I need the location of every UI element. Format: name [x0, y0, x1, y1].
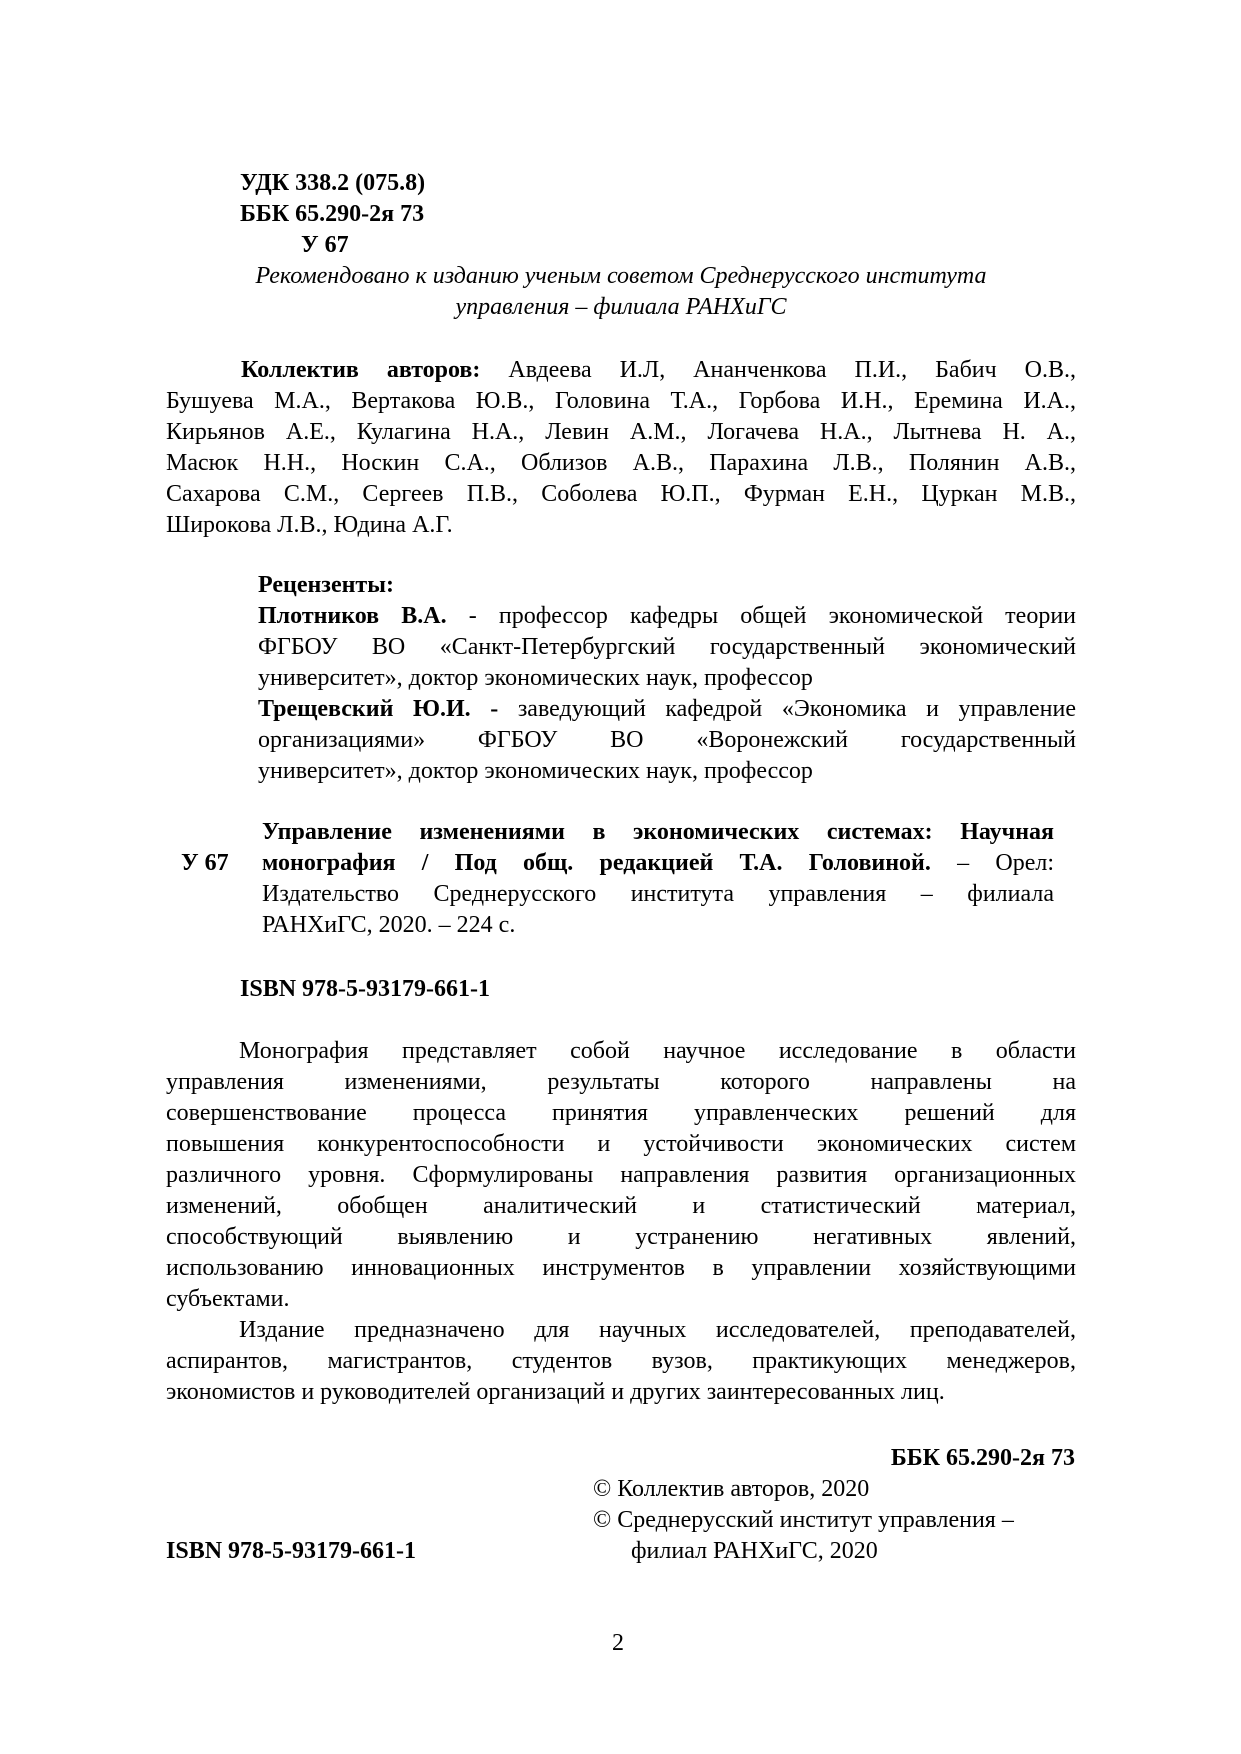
abstract-p2-line-2: аспирантов, магистрантов, студентов вузов, практикующих менеджеров,: [166, 1348, 1076, 1374]
authors-label: Коллектив авторов:: [241, 357, 481, 383]
authors-line-1: Коллектив авторов: Авдеева И.Л, Ананченкова П.И., Бабич О.В.,: [241, 357, 1076, 383]
reviewer-1-line-2: ФГБОУ ВО «Санкт-Петербургский государственный экономический: [258, 634, 1076, 660]
author-mark: У 67: [301, 232, 349, 258]
abstract-p1-line-9: субъектами.: [166, 1286, 290, 1312]
reviewer-1-name: Плотников В.А.: [258, 603, 447, 629]
reviewer-1-line-3: университет», доктор экономических наук, профессор: [258, 665, 813, 691]
abstract-p1-line-4: повышения конкурентоспособности и устойчивости экономических систем: [166, 1131, 1076, 1157]
authors-line-2: Бушуева М.А., Вертакова Ю.В., Головина Т.А., Горбова И.Н., Еремина И.А.,: [166, 388, 1076, 414]
abstract-p1-line-8: использованию инновационных инструментов в управлении хозяйствующими: [166, 1255, 1076, 1281]
authors-line-3: Кирьянов А.Е., Кулагина Н.А., Левин А.М., Логачева Н.А., Лытнева Н. А.,: [166, 419, 1076, 445]
citation-code: У 67: [181, 850, 229, 876]
isbn-main: ISBN 978-5-93179-661-1: [240, 976, 490, 1002]
authors-line-6: Широкова Л.В., Юдина А.Г.: [166, 512, 453, 538]
abstract-p1-line-2: управления изменениями, результаты которого направлены на: [166, 1069, 1076, 1095]
page-number: 2: [612, 1630, 624, 1656]
reviewer-2-name: Трещевский Ю.И. -: [258, 696, 499, 722]
abstract-p1-line-5: различного уровня. Сформулированы направления развития организационных: [166, 1162, 1076, 1188]
footer-bbk: ББК 65.290-2я 73: [890, 1445, 1075, 1471]
reviewer-2-line-1: Трещевский Ю.И. - заведующий кафедрой «Экономика и управление: [258, 696, 1076, 722]
reviewers-label: Рецензенты:: [258, 572, 394, 598]
abstract-p2-line-3: экономистов и руководителей организаций и других заинтересованных лиц.: [166, 1379, 945, 1405]
citation-line-3: Издательство Среднерусского института управления – филиала: [262, 881, 1054, 907]
bbk-code: ББК 65.290-2я 73: [240, 201, 425, 227]
footer-isbn: ISBN 978-5-93179-661-1: [166, 1538, 416, 1564]
abstract-p1-line-7: способствующий выявлению и устранению негативных явлений,: [166, 1224, 1076, 1250]
citation-title-line-2: монография / Под общ. редакцией Т.А. Головиной.: [262, 850, 931, 876]
reviewer-2-line-3: университет», доктор экономических наук, профессор: [258, 758, 813, 784]
reviewers-block: [258, 601, 1076, 787]
citation-block: [262, 817, 1054, 941]
authors-block: [166, 355, 1076, 541]
authors-line-4: Масюк Н.Н., Носкин С.А., Облизов А.В., Парахина Л.В., Полянин А.В.,: [166, 450, 1076, 476]
copyright-authors: © Коллектив авторов, 2020: [593, 1476, 870, 1502]
authors-line-5: Сахарова С.М., Сергеев П.В., Соболева Ю.П., Фурман Е.Н., Цуркан М.В.,: [166, 481, 1076, 507]
citation-title-line-1: Управление изменениями в экономических системах: Научная: [262, 819, 1054, 845]
copyright-institute-line-1: © Среднерусский институт управления –: [593, 1507, 1014, 1533]
abstract-p1-line-3: совершенствование процесса принятия управленческих решений для: [166, 1100, 1076, 1126]
udk-code: УДК 338.2 (075.8): [240, 170, 426, 196]
recommendation-line-1: Рекомендовано к изданию ученым советом Среднерусского института: [255, 263, 987, 289]
recommendation-line-2: управления – филиала РАНХиГС: [455, 294, 787, 320]
abstract-block: [166, 1036, 1076, 1408]
abstract-p2-line-1: Издание предназначено для научных исследователей, преподавателей,: [239, 1317, 1076, 1343]
citation-line-2: монография / Под общ. редакцией Т.А. Головиной. – Орел:: [262, 850, 1054, 876]
copyright-institute-line-2: филиал РАНХиГС, 2020: [631, 1538, 878, 1564]
abstract-p1-line-6: изменений, обобщен аналитический и статистический материал,: [166, 1193, 1076, 1219]
reviewer-2-line-2: организациями» ФГБОУ ВО «Воронежский государственный: [258, 727, 1076, 753]
reviewer-1-line-1: Плотников В.А. - профессор кафедры общей экономической теории: [258, 603, 1077, 629]
citation-line-4: РАНХиГС, 2020. – 224 с.: [262, 912, 516, 938]
abstract-p1-line-1: Монография представляет собой научное исследование в области: [239, 1038, 1076, 1064]
